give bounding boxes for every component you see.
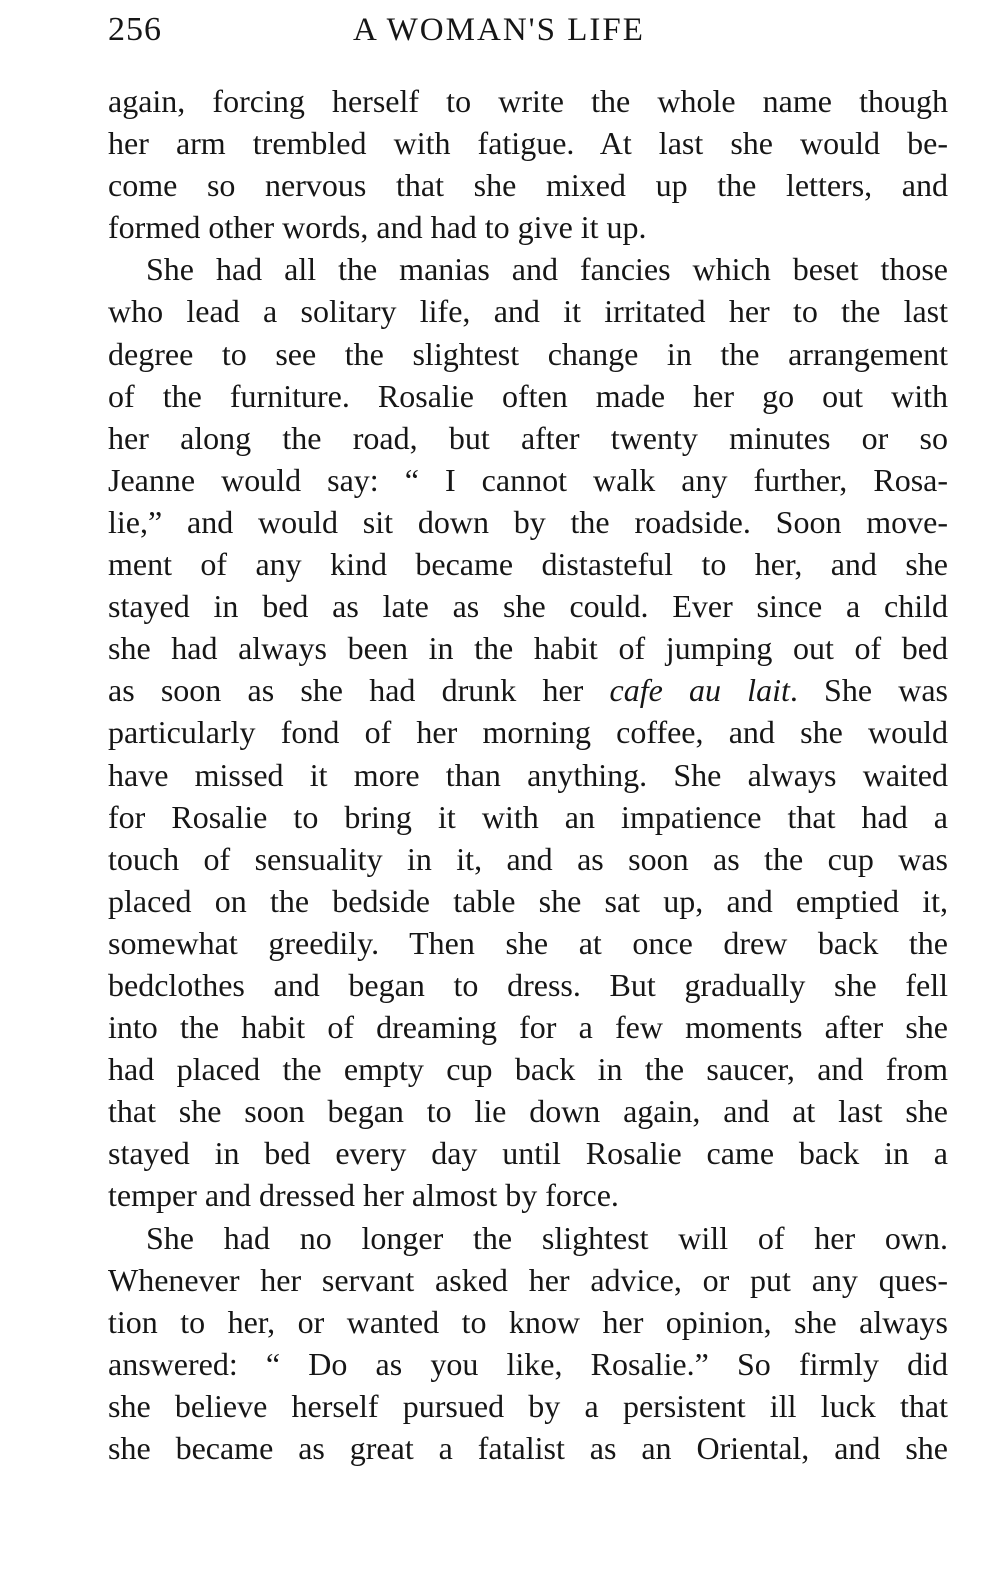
text-line: of the furniture. Rosalie often made her go out with xyxy=(108,377,948,414)
text-line: stayed in bed as late as she could. Ever since a child xyxy=(108,588,948,625)
text-line: that she soon began to lie down again, and at last she xyxy=(108,1093,948,1130)
text-line: degree to see the slightest change in the arrangement xyxy=(108,335,948,372)
text-line: her along the road, but after twenty minutes or so xyxy=(108,419,948,456)
page-number: 256 xyxy=(108,11,162,48)
text-line: who lead a solitary life, and it irritated her to the last xyxy=(108,293,948,330)
text-line: she believe herself pursued by a persistent ill luck that xyxy=(108,1387,948,1424)
text-line: stayed in bed every day until Rosalie came back in a xyxy=(108,1135,948,1172)
text-line: have missed it more than anything. She always waited xyxy=(108,756,948,793)
text-line: had placed the empty cup back in the saucer, and from xyxy=(108,1051,948,1088)
text-line: bedclothes and began to dress. But gradually she fell xyxy=(108,966,948,1003)
text-line: come so nervous that she mixed up the letters, and xyxy=(108,167,948,204)
text-line: ment of any kind became distasteful to her, and she xyxy=(108,546,948,583)
body-text xyxy=(108,80,948,1469)
text-line: she became as great a fatalist as an Oriental, and she xyxy=(108,1430,948,1466)
running-head xyxy=(108,8,948,56)
text-line: temper and dressed her almost by force. xyxy=(108,1177,619,1214)
text-line: into the habit of dreaming for a few moments after she xyxy=(108,1009,948,1046)
text-line: formed other words, and had to give it up. xyxy=(108,209,647,246)
text-line: somewhat greedily. Then she at once drew back the xyxy=(108,924,948,961)
text-line: again, forcing herself to write the whole name though xyxy=(108,83,948,119)
text-line: for Rosalie to bring it with an impatience that had a xyxy=(108,798,948,835)
text-line: She had no longer the slightest will of her own. xyxy=(146,1219,948,1256)
text-line: tion to her, or wanted to know her opinion, she always xyxy=(108,1303,948,1340)
text-run: . She was xyxy=(789,672,949,709)
text-line: lie,” and would sit down by the roadside. Soon move- xyxy=(108,503,948,540)
text-line: answered: “ Do as you like, Rosalie.” So firmly did xyxy=(108,1345,948,1382)
text-line: placed on the bedside table she sat up, and emptied it, xyxy=(108,882,948,919)
text-run: as soon as she had drunk her xyxy=(108,672,610,709)
text-line: she had always been in the habit of jumping out of bed xyxy=(108,630,948,667)
text-line: She had all the manias and fancies which beset those xyxy=(146,251,948,288)
text-line: Whenever her servant asked her advice, or put any ques- xyxy=(108,1261,948,1298)
running-title: A WOMAN'S LIFE xyxy=(353,12,645,48)
text-line: her arm trembled with fatigue. At last she would be- xyxy=(108,125,948,162)
text-line: touch of sensuality in it, and as soon as the cup was xyxy=(108,840,948,877)
italic-phrase: cafe au lait xyxy=(609,672,790,709)
text-line: Jeanne would say: “ I cannot walk any further, Rosa- xyxy=(108,461,948,498)
text-line xyxy=(108,669,948,711)
text-line: particularly fond of her morning coffee, and she would xyxy=(108,714,948,751)
